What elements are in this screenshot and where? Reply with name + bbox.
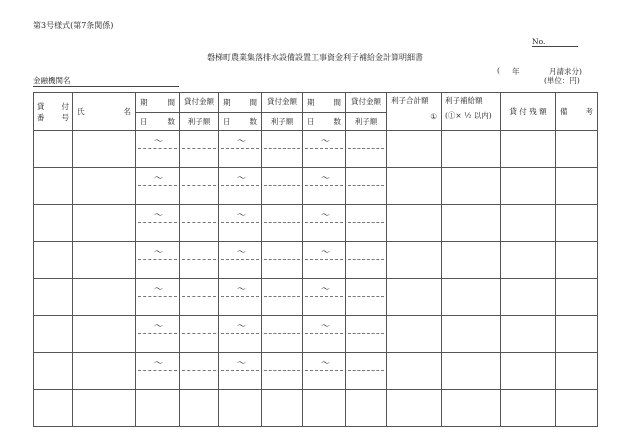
dashed-divider (264, 148, 300, 149)
table-cell[interactable] (442, 316, 501, 353)
header-row-1 (34, 93, 598, 113)
period-tilde: ～ (154, 359, 164, 369)
dashed-divider (264, 259, 300, 260)
table-cell[interactable] (34, 353, 73, 390)
period-tilde: ～ (154, 174, 164, 184)
dashed-divider (138, 370, 177, 371)
table-cell[interactable] (34, 390, 73, 427)
table-cell[interactable] (136, 131, 180, 168)
table-cell[interactable] (556, 390, 598, 427)
table-cell[interactable] (387, 390, 442, 427)
dashed-divider (348, 333, 384, 334)
number-field (532, 37, 578, 47)
table-cell[interactable] (303, 316, 346, 353)
table-cell[interactable] (346, 242, 387, 279)
table-cell[interactable] (219, 390, 262, 427)
dashed-divider (182, 222, 216, 223)
header-interest-2: 利子額 (262, 113, 303, 131)
header-name: 氏 名 (73, 93, 136, 131)
table-cell[interactable] (556, 353, 598, 390)
table-cell[interactable] (501, 353, 556, 390)
table-cell[interactable] (346, 205, 387, 242)
period-tilde: ～ (237, 174, 247, 184)
period-tilde: ～ (237, 359, 247, 369)
table-cell[interactable] (346, 168, 387, 205)
table-row (34, 168, 598, 205)
table-cell[interactable] (346, 316, 387, 353)
table-cell[interactable] (556, 316, 598, 353)
table-cell[interactable] (346, 279, 387, 316)
table-cell[interactable] (180, 353, 219, 390)
dashed-divider (305, 296, 343, 297)
header-loan-number: 貸 付 番 号 (34, 93, 73, 131)
table-cell[interactable] (303, 242, 346, 279)
table-cell[interactable] (346, 390, 387, 427)
bank-name-field (33, 75, 179, 87)
header-period-1: 期 間 (136, 93, 180, 113)
table-cell[interactable] (219, 316, 262, 353)
table-cell[interactable] (262, 131, 303, 168)
table-cell[interactable] (73, 168, 136, 205)
header-days-3: 日 数 (303, 113, 346, 131)
claim-month-label: 月請求分) (549, 67, 582, 76)
unit-label: (単位：円) (544, 76, 580, 85)
header-days-1: 日 数 (136, 113, 180, 131)
dashed-divider (264, 222, 300, 223)
table-cell[interactable] (556, 131, 598, 168)
period-tilde: ～ (237, 322, 247, 332)
bank-label: 金融機関名 (33, 76, 71, 85)
dashed-divider (305, 370, 343, 371)
dashed-divider (348, 185, 384, 186)
page-title: 磐梯町農業集落排水設備設置工事資金利子補給金計算明細書 (207, 53, 423, 62)
claim-year-label: 年 (512, 67, 520, 76)
table-cell[interactable] (180, 168, 219, 205)
period-tilde: ～ (154, 248, 164, 258)
period-tilde: ～ (321, 137, 331, 147)
table-cell[interactable] (34, 168, 73, 205)
dashed-divider (264, 185, 300, 186)
period-tilde: ～ (321, 211, 331, 221)
header-loan-amount-3: 貸付金額 (346, 93, 387, 113)
dashed-divider (138, 296, 177, 297)
dashed-divider (138, 259, 177, 260)
table-cell[interactable] (262, 242, 303, 279)
table-cell[interactable] (442, 205, 501, 242)
claim-paren-open: ( (497, 66, 500, 75)
table-cell[interactable] (136, 353, 180, 390)
table-row (34, 353, 598, 390)
table-cell[interactable] (219, 205, 262, 242)
table-cell[interactable] (501, 390, 556, 427)
table-cell[interactable] (136, 390, 180, 427)
header-days-2: 日 数 (219, 113, 262, 131)
table-cell[interactable] (387, 242, 442, 279)
table-cell[interactable] (262, 390, 303, 427)
table-cell[interactable] (34, 131, 73, 168)
table-cell[interactable] (219, 131, 262, 168)
table-cell[interactable] (387, 316, 442, 353)
dashed-divider (182, 296, 216, 297)
table-cell[interactable] (262, 279, 303, 316)
table-cell[interactable] (180, 279, 219, 316)
table-cell[interactable] (180, 242, 219, 279)
table-cell[interactable] (136, 242, 180, 279)
table-cell[interactable] (501, 131, 556, 168)
table-cell[interactable] (442, 353, 501, 390)
dashed-divider (182, 333, 216, 334)
period-tilde: ～ (321, 285, 331, 295)
table-cell[interactable] (556, 242, 598, 279)
table-cell[interactable] (34, 316, 73, 353)
table-cell[interactable] (346, 131, 387, 168)
header-remarks: 備 考 (556, 93, 598, 131)
header-interest-1: 利子額 (180, 113, 219, 131)
table-cell[interactable] (73, 279, 136, 316)
table-cell[interactable] (387, 205, 442, 242)
dashed-divider (221, 148, 259, 149)
period-tilde: ～ (154, 285, 164, 295)
table-cell[interactable] (180, 390, 219, 427)
dashed-divider (221, 333, 259, 334)
dashed-divider (221, 370, 259, 371)
table-cell[interactable] (442, 242, 501, 279)
table-cell[interactable] (219, 279, 262, 316)
period-tilde: ～ (237, 248, 247, 258)
header-period-2: 期 間 (219, 93, 262, 113)
dashed-divider (264, 333, 300, 334)
table-cell[interactable] (387, 353, 442, 390)
table-cell[interactable] (442, 390, 501, 427)
dashed-divider (305, 222, 343, 223)
table-cell[interactable] (34, 205, 73, 242)
table-cell[interactable] (501, 205, 556, 242)
table-cell[interactable] (180, 205, 219, 242)
table-cell[interactable] (501, 242, 556, 279)
table-cell[interactable] (34, 242, 73, 279)
period-tilde: ～ (154, 322, 164, 332)
table-cell[interactable] (73, 390, 136, 427)
dashed-divider (138, 185, 177, 186)
header-subsidy: 利子補給額 (①× ½ 以内) (442, 93, 501, 131)
table-cell[interactable] (262, 205, 303, 242)
dashed-divider (264, 370, 300, 371)
table-cell[interactable] (556, 279, 598, 316)
table-cell[interactable] (556, 168, 598, 205)
dashed-divider (348, 259, 384, 260)
header-interest-total: 利子合計額 ① (387, 93, 442, 131)
dashed-divider (138, 222, 177, 223)
table-row (34, 242, 598, 279)
dashed-divider (182, 148, 216, 149)
dashed-divider (182, 259, 216, 260)
dashed-divider (348, 370, 384, 371)
period-tilde: ～ (321, 359, 331, 369)
table-cell[interactable] (387, 279, 442, 316)
dashed-divider (305, 333, 343, 334)
period-tilde: ～ (154, 137, 164, 147)
period-tilde: ～ (321, 248, 331, 258)
table-cell[interactable] (262, 353, 303, 390)
dashed-divider (348, 148, 384, 149)
table-cell[interactable] (73, 205, 136, 242)
period-tilde: ～ (321, 322, 331, 332)
table-cell[interactable] (73, 353, 136, 390)
table-cell[interactable] (303, 205, 346, 242)
table-cell[interactable] (180, 131, 219, 168)
dashed-divider (138, 148, 177, 149)
table-cell[interactable] (219, 168, 262, 205)
number-label: No. (532, 37, 546, 46)
table-row (34, 316, 598, 353)
dashed-divider (305, 148, 343, 149)
table-cell[interactable] (262, 316, 303, 353)
period-tilde: ～ (237, 285, 247, 295)
dashed-divider (348, 296, 384, 297)
table-row (34, 279, 598, 316)
table-cell[interactable] (303, 131, 346, 168)
header-loan-amount-2: 貸付金額 (262, 93, 303, 113)
calculation-table (33, 92, 598, 427)
table-cell[interactable] (136, 168, 180, 205)
period-tilde: ～ (237, 211, 247, 221)
table-cell[interactable] (73, 131, 136, 168)
table-cell[interactable] (387, 131, 442, 168)
period-tilde: ～ (237, 137, 247, 147)
table-row (34, 390, 598, 427)
table-row (34, 205, 598, 242)
header-loan-amount-1: 貸付金額 (180, 93, 219, 113)
table-cell[interactable] (442, 279, 501, 316)
table-cell[interactable] (442, 131, 501, 168)
period-tilde: ～ (154, 211, 164, 221)
table-row (34, 131, 598, 168)
dashed-divider (305, 259, 343, 260)
dashed-divider (138, 333, 177, 334)
dashed-divider (264, 296, 300, 297)
table-cell[interactable] (501, 316, 556, 353)
table-cell[interactable] (442, 168, 501, 205)
table-cell[interactable] (73, 242, 136, 279)
dashed-divider (221, 259, 259, 260)
dashed-divider (182, 370, 216, 371)
form-id: 第3号様式(第7条関係) (33, 21, 114, 30)
table-cell[interactable] (346, 353, 387, 390)
table-cell[interactable] (501, 168, 556, 205)
header-interest-3: 利子額 (346, 113, 387, 131)
dashed-divider (221, 296, 259, 297)
table-cell[interactable] (219, 242, 262, 279)
period-tilde: ～ (321, 174, 331, 184)
dashed-divider (182, 185, 216, 186)
dashed-divider (348, 222, 384, 223)
table-cell[interactable] (303, 168, 346, 205)
table-cell[interactable] (136, 316, 180, 353)
table-cell[interactable] (136, 279, 180, 316)
table-cell[interactable] (303, 390, 346, 427)
table-cell[interactable] (303, 279, 346, 316)
table-cell[interactable] (180, 316, 219, 353)
header-balance: 貸 付 残 額 (501, 93, 556, 131)
table-cell[interactable] (136, 205, 180, 242)
table-cell[interactable] (501, 279, 556, 316)
table-cell[interactable] (303, 353, 346, 390)
table-cell[interactable] (262, 168, 303, 205)
table-cell[interactable] (73, 316, 136, 353)
dashed-divider (305, 185, 343, 186)
table-cell[interactable] (34, 279, 73, 316)
table-cell[interactable] (387, 168, 442, 205)
dashed-divider (221, 185, 259, 186)
table-cell[interactable] (219, 353, 262, 390)
table-cell[interactable] (556, 205, 598, 242)
header-period-3: 期 間 (303, 93, 346, 113)
dashed-divider (221, 222, 259, 223)
